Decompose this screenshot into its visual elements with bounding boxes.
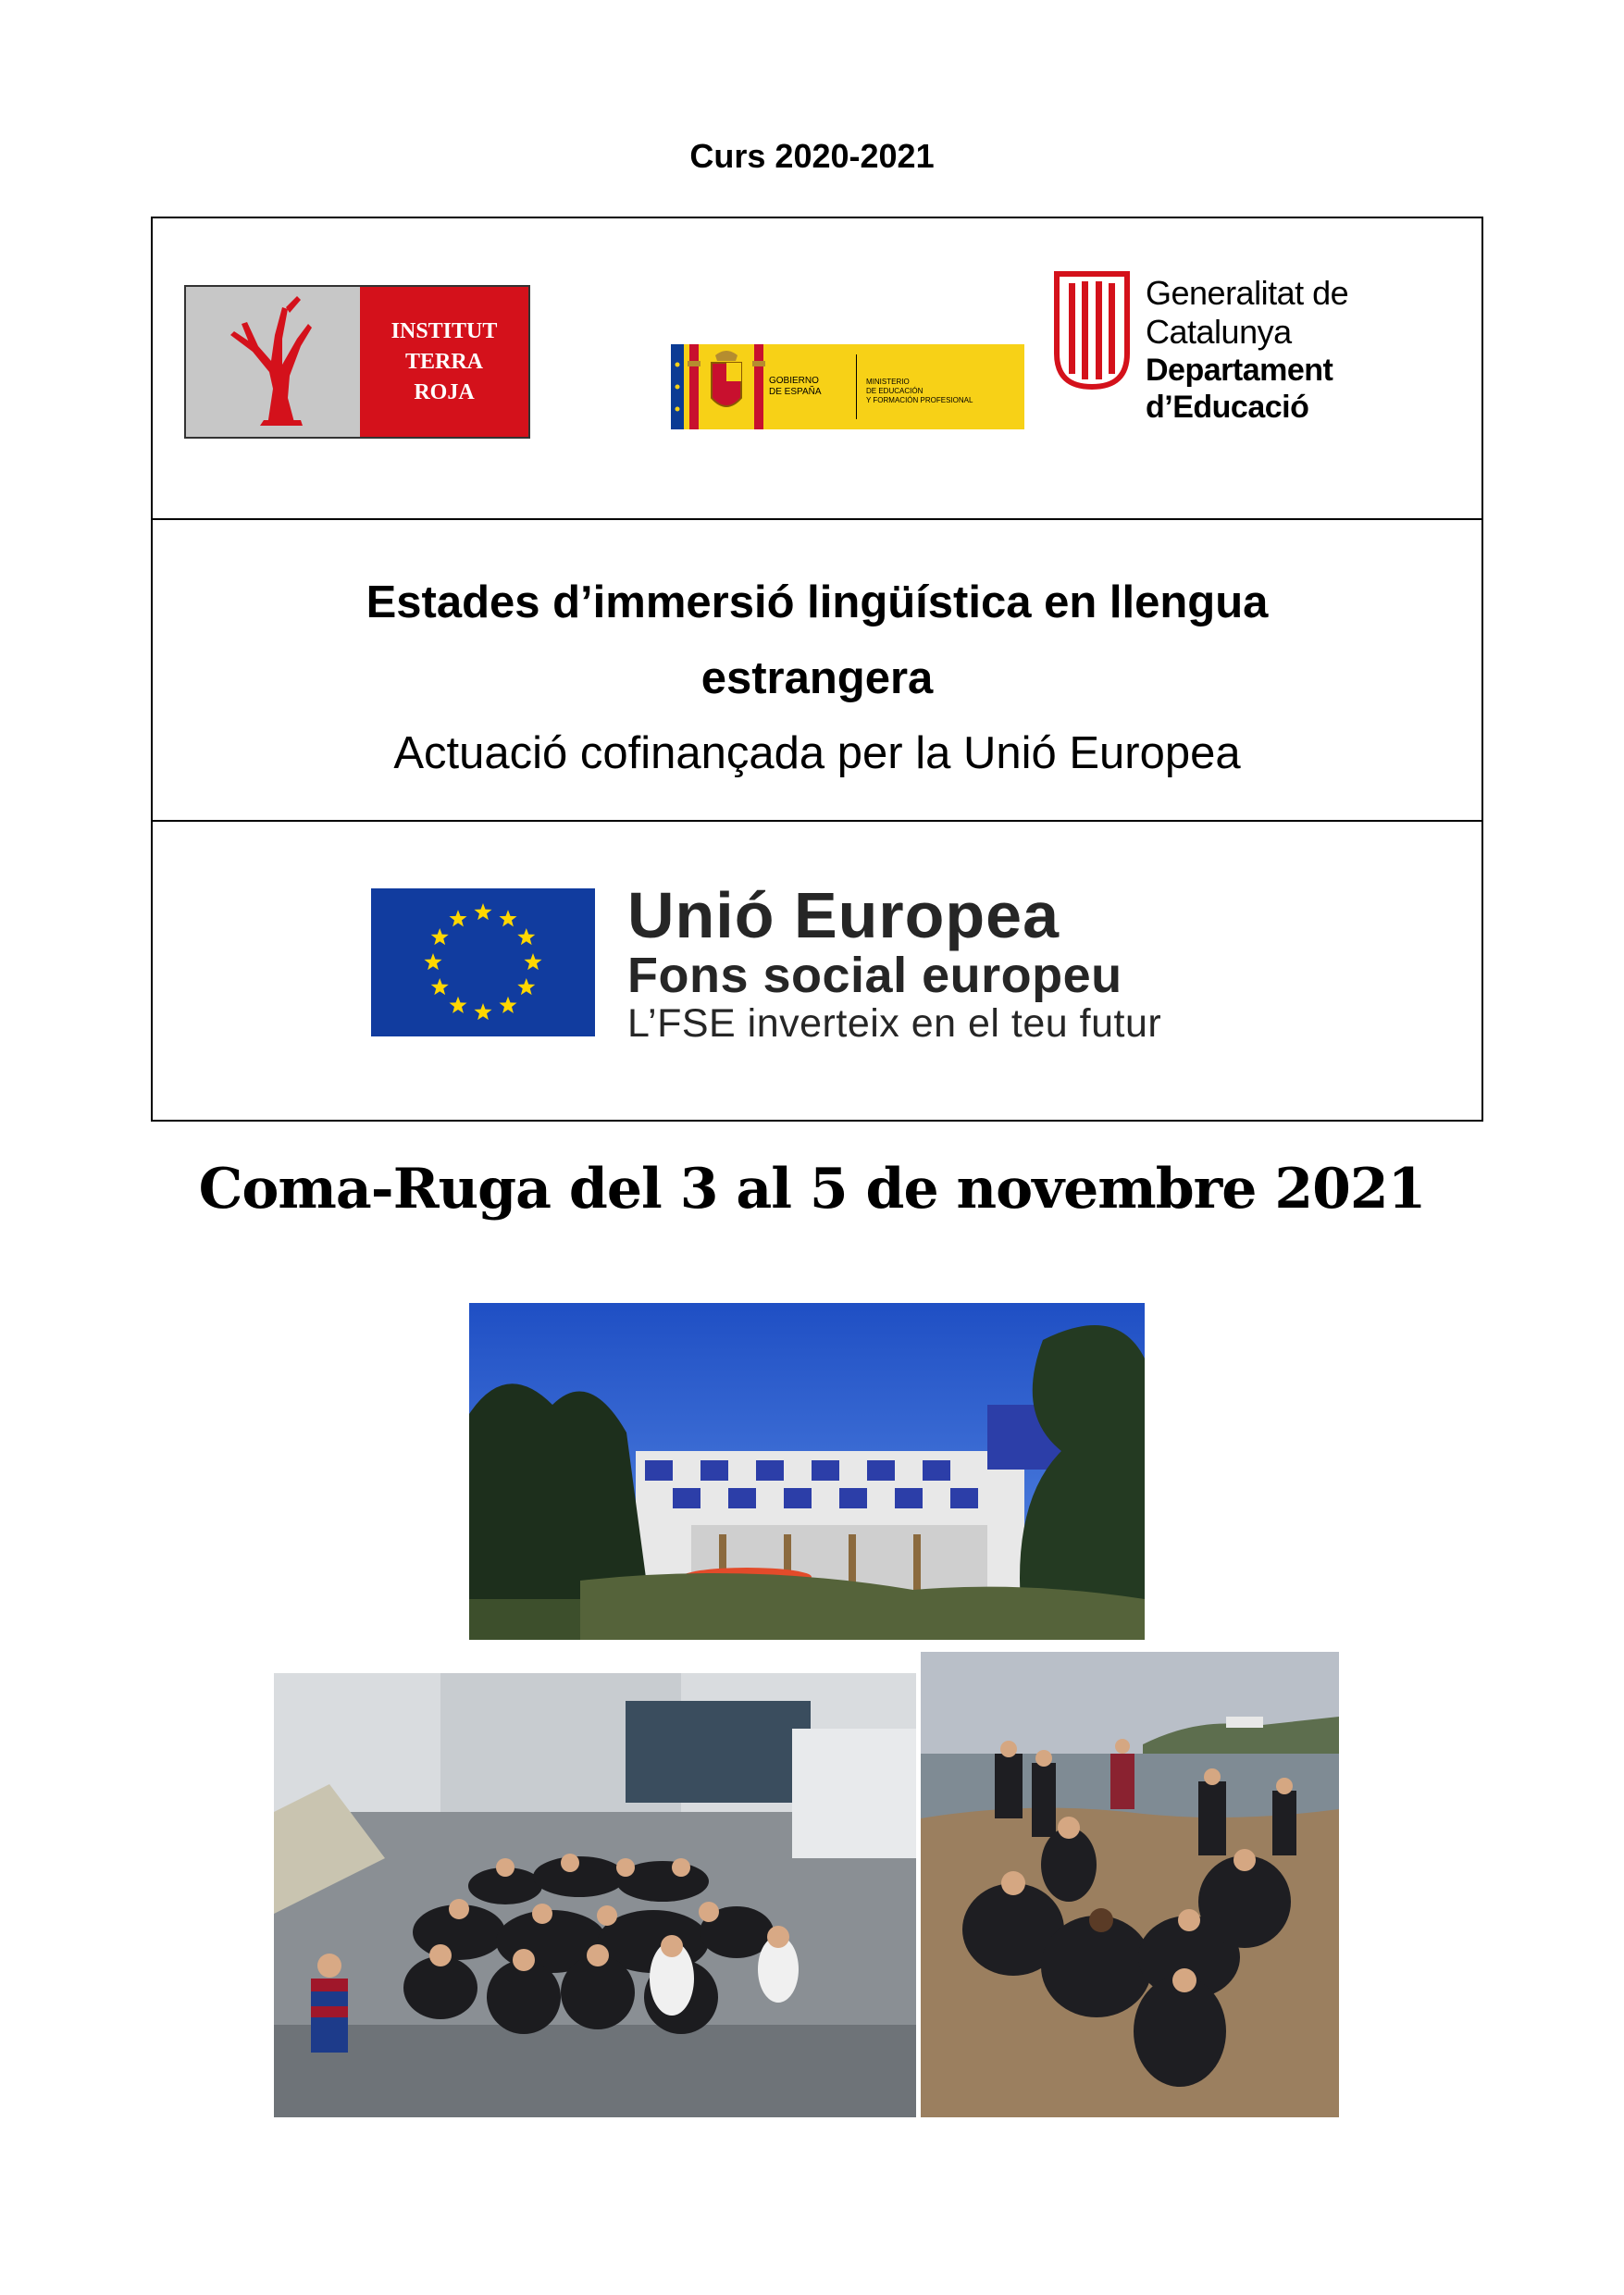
spain-coat-of-arms-icon bbox=[684, 344, 769, 429]
gobierno-line-1: GOBIERNO bbox=[769, 376, 819, 386]
institut-line-3: ROJA bbox=[414, 379, 475, 404]
eu-flag-icon bbox=[371, 888, 595, 1036]
ministerio-educacion-logo bbox=[671, 344, 1024, 429]
course-year: Curs 2020-2021 bbox=[689, 137, 935, 175]
ministerio-line-3: Y FORMACIÓN PROFESIONAL bbox=[866, 396, 973, 404]
institut-terra-roja-logo bbox=[184, 285, 530, 439]
ministerio-text bbox=[857, 344, 1024, 429]
beach-photo bbox=[921, 1652, 1339, 2117]
building-photo bbox=[469, 1303, 1145, 1640]
eu-star bbox=[424, 953, 441, 970]
eu-star bbox=[449, 910, 466, 926]
generalitat-education: d’Educació bbox=[1146, 390, 1309, 425]
eu-star bbox=[449, 997, 466, 1013]
program-text bbox=[153, 564, 1481, 790]
eu-title: Unió Europea bbox=[627, 879, 1060, 951]
eu-star bbox=[474, 903, 491, 920]
institut-line-2: TERRA bbox=[404, 349, 483, 374]
logos-row bbox=[153, 218, 1481, 520]
ministerio-line-1: MINISTERIO bbox=[866, 378, 910, 386]
generalitat-emblem-icon bbox=[1053, 270, 1131, 391]
gobierno-line-2: DE ESPAÑA bbox=[769, 387, 822, 397]
institut-name bbox=[360, 287, 528, 437]
eu-star bbox=[431, 928, 449, 945]
program-cofinanced: Actuació cofinançada per la Unió Europea bbox=[393, 728, 1241, 778]
eu-slogan: L’FSE inverteix en el teu futur bbox=[627, 1001, 1162, 1046]
program-row bbox=[153, 520, 1481, 822]
eu-star bbox=[524, 953, 541, 970]
generalitat-logo bbox=[1053, 270, 1451, 425]
program-title-line-1: Estades d’immersió lingüística en llengua bbox=[366, 577, 1269, 627]
ministerio-line-2: DE EDUCACIÓN bbox=[866, 387, 924, 395]
tree-icon bbox=[186, 287, 360, 437]
eu-stripe bbox=[671, 344, 684, 429]
eu-star bbox=[499, 910, 516, 926]
eu-row bbox=[153, 822, 1481, 1120]
eu-star bbox=[517, 928, 535, 945]
eu-fse-text bbox=[627, 881, 1161, 1046]
generalitat-text bbox=[1146, 274, 1451, 426]
generalitat-name: Generalitat de Catalunya bbox=[1146, 274, 1349, 351]
eu-fund: Fons social europeu bbox=[627, 948, 1122, 1003]
header-box bbox=[151, 217, 1483, 1122]
gobierno-text bbox=[769, 344, 856, 429]
generalitat-department: Departament bbox=[1146, 353, 1333, 388]
eu-star bbox=[431, 978, 449, 995]
eu-star bbox=[499, 997, 516, 1013]
eu-star bbox=[517, 978, 535, 995]
event-headline: Coma-Ruga del 3 al 5 de novembre 2021 bbox=[198, 1157, 1426, 1222]
institut-line-1: INSTITUT bbox=[391, 318, 498, 343]
eu-star bbox=[474, 1003, 491, 1020]
program-title-line-2: estrangera bbox=[700, 653, 934, 703]
group-photo bbox=[274, 1673, 916, 2117]
